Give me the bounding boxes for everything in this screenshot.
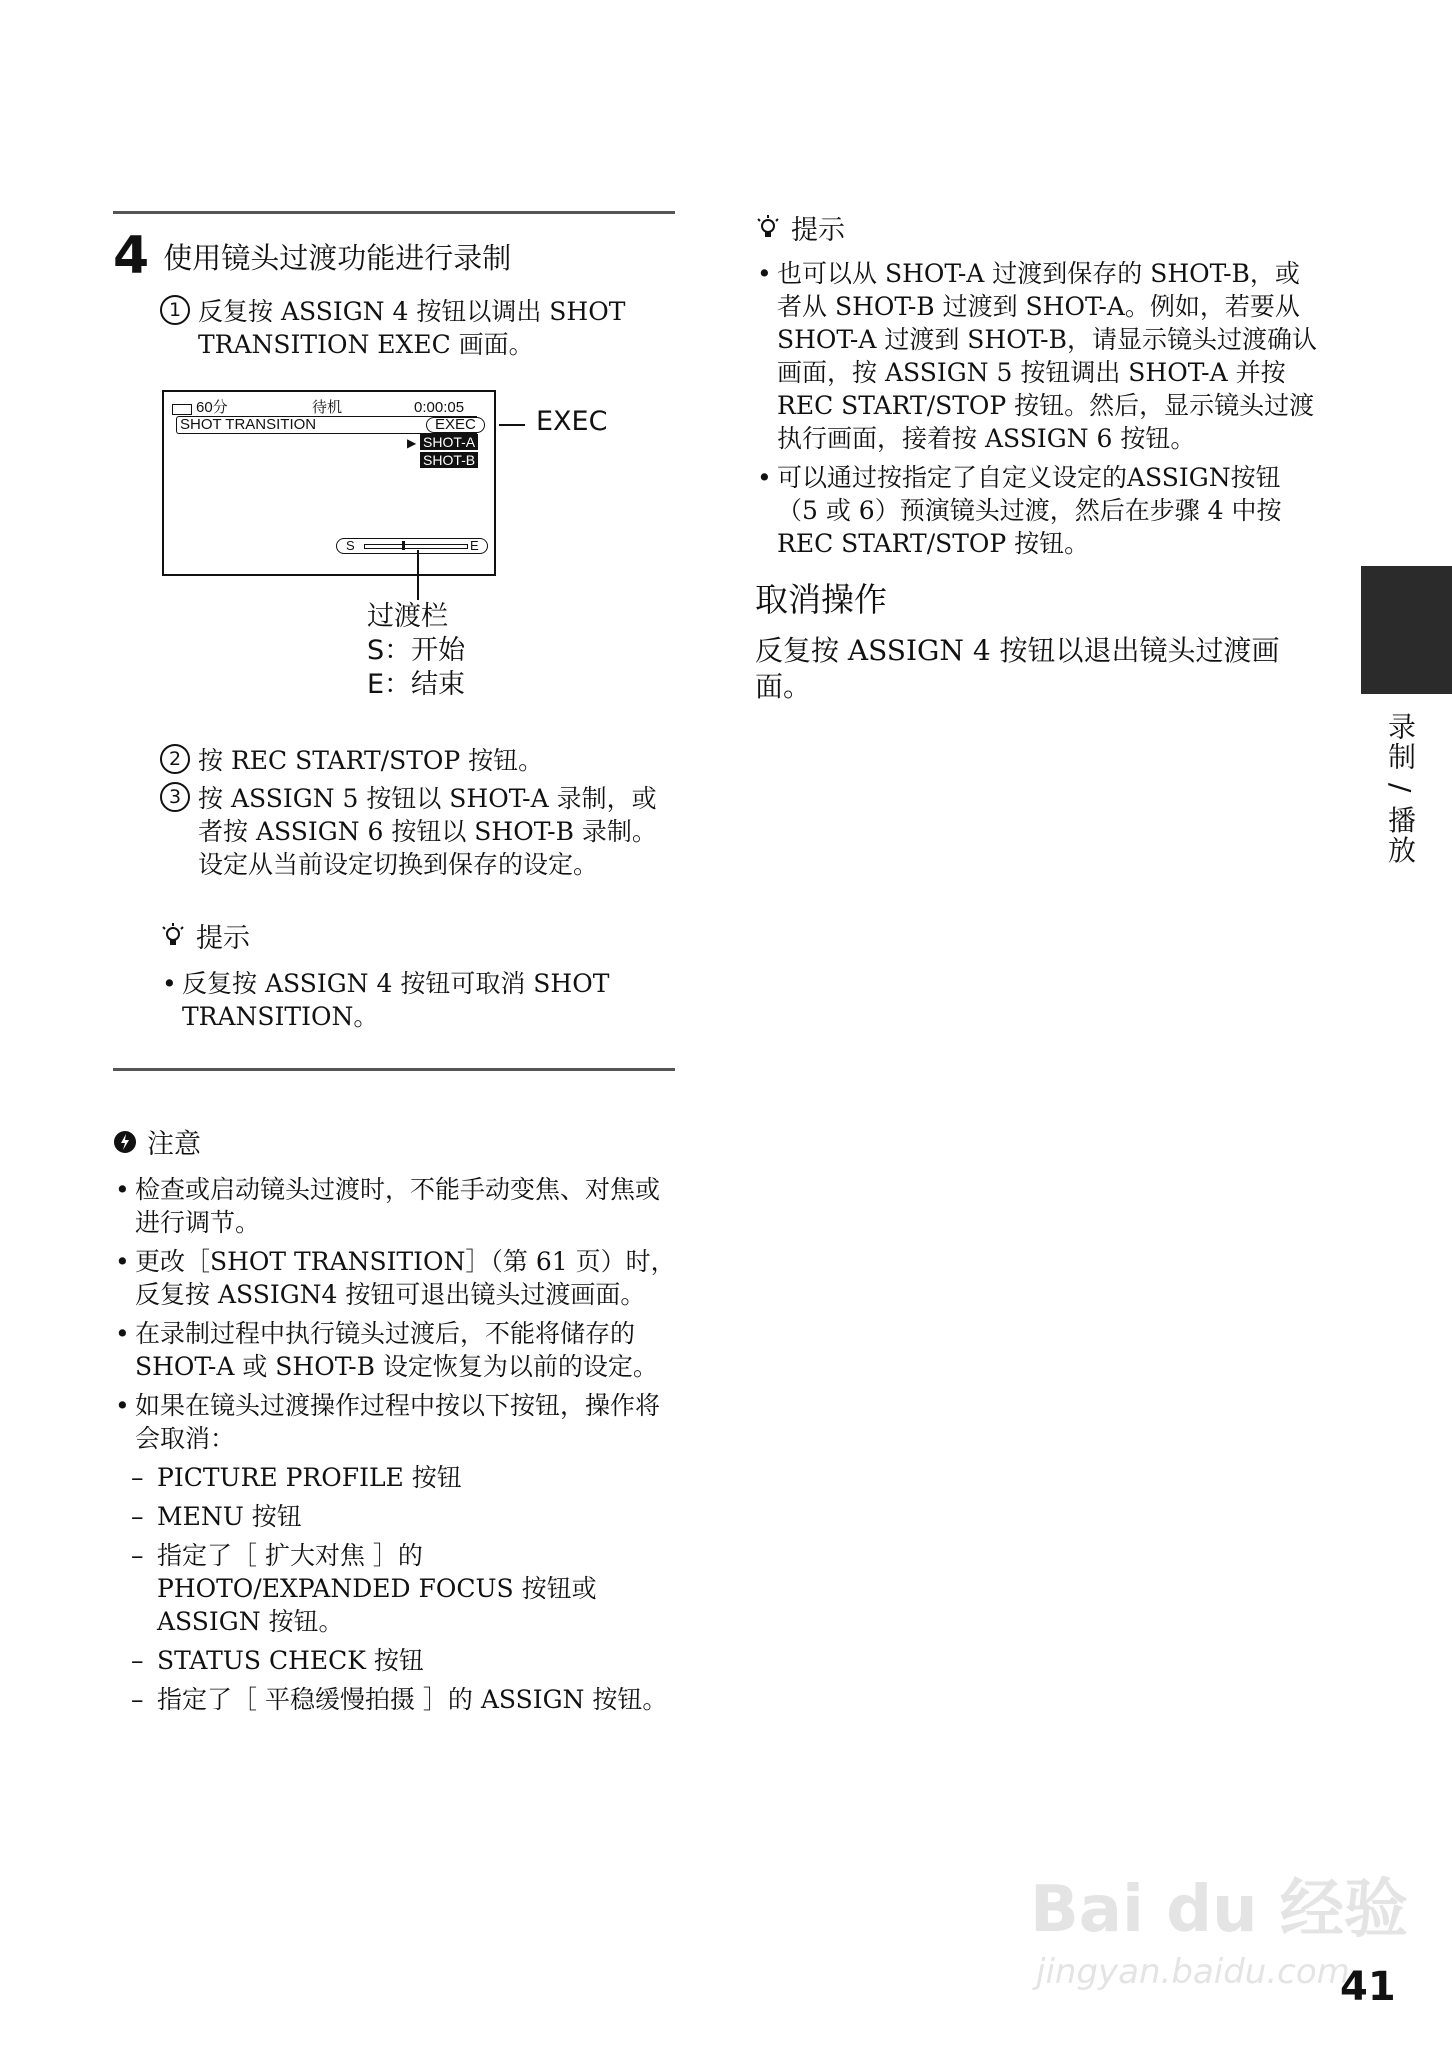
section-tab-label: 录制 / 播放 [1384, 712, 1417, 866]
hint-left-heading: 提示 [196, 923, 250, 954]
hint-right-item-1: • 也可以从 SHOT-A 过渡到保存的 SHOT-B，或者从 SHOT-B 过渡到 SHOT-A。例如，若要从 SHOT-A 过渡到 SHOT-B，请显示镜头过渡确认画面，按 ASSIGN 5 按钮调出 SHOT-A 并按 REC START/STOP 按钮。然后，显示镜头过渡执行画面，接着按 ASSIGN 6 按钮。 [755, 257, 1320, 455]
circled-number-3: 3 [160, 782, 190, 812]
timecode: 0:00:05 [414, 399, 465, 416]
mid-rule-left [113, 1068, 675, 1071]
bar-callout-line [417, 550, 419, 600]
camera-screen [162, 390, 496, 576]
transition-bar-start: S [346, 538, 355, 553]
battery-remaining: 60分 [196, 399, 228, 416]
standby-status: 待机 [312, 399, 343, 416]
step-header [113, 226, 511, 286]
substep-3-text: 按 ASSIGN 5 按钮以 SHOT-A 录制，或者按 ASSIGN 6 按钮以 SHOT-B 录制。 [198, 784, 657, 846]
transition-bar-marker [402, 541, 405, 550]
bar-callout-labels [367, 600, 465, 702]
page-number: 41 [1340, 1964, 1396, 2010]
substep-2 [160, 744, 670, 777]
battery-icon [172, 404, 192, 415]
note-subitem-5: – 指定了［ 平稳缓慢拍摄 ］的 ASSIGN 按钮。 [113, 1683, 678, 1716]
substep-2-text: 按 REC START/STOP 按钮。 [198, 746, 544, 775]
transition-bar-track [364, 544, 468, 549]
hint-left [160, 916, 660, 1039]
hint-right-heading: 提示 [791, 215, 845, 246]
note-section [113, 1122, 678, 1722]
note-item-4: • 如果在镜头过渡操作过程中按以下按钮，操作将会取消： [113, 1389, 678, 1455]
transition-bar-end: E [470, 538, 479, 553]
substep-3 [160, 782, 676, 881]
hint-right-item-2: • 可以通过按指定了自定义设定的ASSIGN按钮（5 或 6）预演镜头过渡，然后在步骤 4 中按 REC START/STOP 按钮。 [755, 461, 1320, 560]
note-item-2: • 更改［SHOT TRANSITION］（第 61 页）时，反复按 ASSIGN4 按钮可退出镜头过渡画面。 [113, 1245, 678, 1311]
cancel-text: 反复按 ASSIGN 4 按钮以退出镜头过渡画面。 [755, 634, 1280, 703]
substep-3-extra: 设定从当前设定切换到保存的设定。 [198, 850, 599, 879]
shot-a-button: SHOT-A [420, 434, 478, 450]
bar-callout-end: E：结束 [367, 669, 466, 700]
exec-button: EXEC [426, 417, 485, 433]
note-item-3: • 在录制过程中执行镜头过渡后，不能将储存的 SHOT-A 或 SHOT-B 设定恢复为以前的设定。 [113, 1317, 678, 1383]
hint-right [755, 208, 1320, 566]
circled-number-2: 2 [160, 744, 190, 774]
note-heading: 注意 [147, 1129, 201, 1160]
select-arrow-icon: ▶ [407, 436, 417, 450]
hint-left-item: • 反复按 ASSIGN 4 按钮可取消 SHOT TRANSITION。 [160, 967, 660, 1033]
note-subitem-2: – MENU 按钮 [113, 1500, 678, 1533]
section-tab [1361, 566, 1452, 694]
step-number: 4 [113, 226, 150, 286]
bar-callout-title: 过渡栏 [367, 601, 448, 632]
substep-1-text: 反复按 ASSIGN 4 按钮以调出 SHOT TRANSITION EXEC 画面。 [198, 297, 626, 359]
exec-callout-line [499, 424, 525, 426]
note-subitem-4: – STATUS CHECK 按钮 [113, 1644, 678, 1677]
lightbulb-icon [160, 922, 186, 950]
cancel-section [755, 574, 1320, 705]
circled-number-1: 1 [160, 295, 190, 325]
step-title: 使用镜头过渡功能进行录制 [163, 240, 512, 275]
top-rule-left [113, 211, 675, 214]
bar-callout-start: S：开始 [367, 635, 466, 666]
menu-title: SHOT TRANSITION [180, 416, 317, 433]
shot-b-button: SHOT-B [420, 452, 478, 468]
note-subitem-3: – 指定了［ 扩大对焦 ］的 PHOTO/EXPANDED FOCUS 按钮或 ASSIGN 按钮。 [113, 1539, 678, 1638]
caution-icon [113, 1130, 137, 1154]
lightbulb-icon [755, 214, 781, 242]
note-subitem-1: – PICTURE PROFILE 按钮 [113, 1461, 678, 1494]
watermark-url: jingyan.baidu.com [1036, 1952, 1350, 1992]
cancel-heading: 取消操作 [755, 580, 887, 619]
substep-1 [160, 295, 660, 361]
watermark-brand: Bai du 经验 [1030, 1873, 1408, 1947]
exec-callout-label: EXEC [536, 406, 608, 437]
note-item-1: • 检查或启动镜头过渡时，不能手动变焦、对焦或进行调节。 [113, 1173, 678, 1239]
